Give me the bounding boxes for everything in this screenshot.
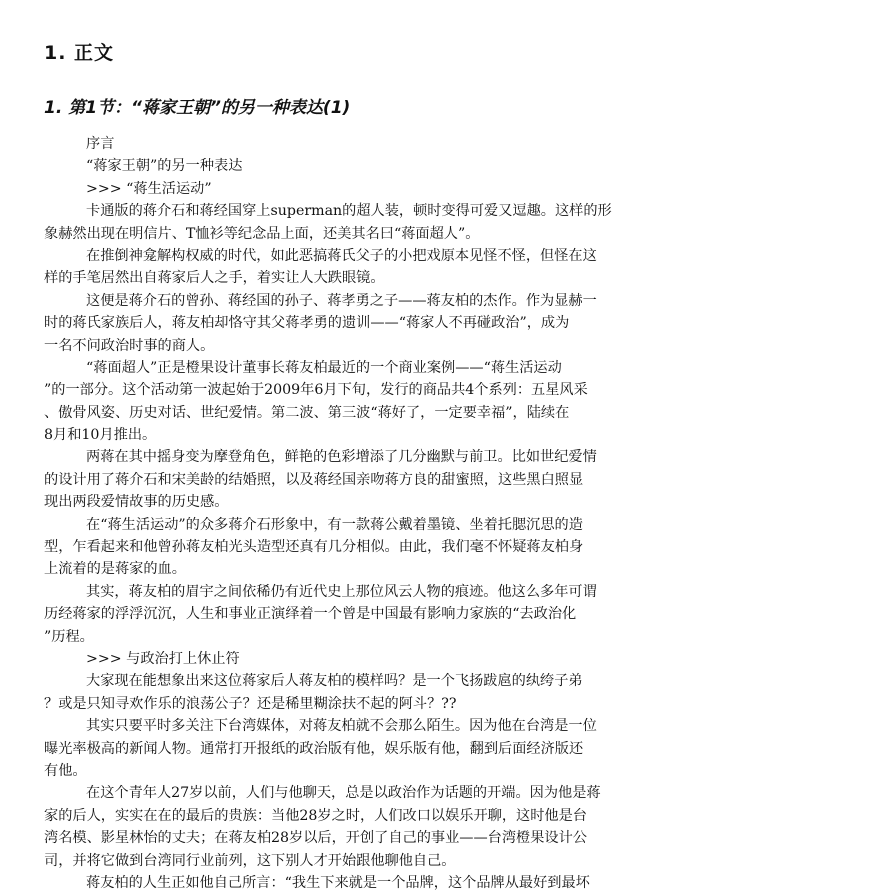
text-line: 8月和10月推出。 — [44, 427, 157, 444]
text-line: 时的蒋氏家族后人，蒋友柏却恪守其父蒋孝勇的遗训——“蒋家人不再碰政治”，成为 — [44, 315, 570, 332]
text-line: 在这个青年人27岁以前，人们与他聊天，总是以政治作为话题的开端。因为他是蒋 — [86, 785, 601, 802]
text-line: ？或是只知寻欢作乐的浪荡公子？还是稀里糊涂扶不起的阿斗？?? — [44, 695, 457, 712]
text-line: 一名不问政治时事的商人。 — [44, 337, 215, 354]
text-line: “蒋家王朝”的另一种表达 — [86, 158, 243, 175]
text-line: >>> 与政治打上休止符 — [86, 650, 240, 667]
text-line: 这便是蒋介石的曾孙、蒋经国的孙子、蒋孝勇之子——蒋友柏的杰作。作为显赫一 — [86, 292, 597, 309]
text-line: 司，并将它做到台湾同行业前列，这下别人才开始跟他聊他自己。 — [44, 852, 456, 869]
text-line: 历经蒋家的浮浮沉沉，人生和事业正演绎着一个曾是中国最有影响力家族的“去政治化 — [44, 606, 577, 623]
text-line: 、傲骨风姿、历史对话、世纪爱情。第二波、第三波“蒋好了，一定要幸福”，陆续在 — [44, 404, 570, 421]
text-line: 蒋友柏的人生正如他自己所言：“我生下来就是一个品牌，这个品牌从最好到最坏 — [86, 874, 590, 891]
text-line: 象赫然出现在明信片、T恤衫等纪念品上面，还美其名曰“蒋面超人”。 — [44, 225, 480, 242]
section-heading: 1. 第1节：“蒋家王朝”的另一种表达(1) — [44, 98, 351, 118]
text-line: 上流着的是蒋家的血。 — [44, 561, 186, 578]
text-line: >>> “蒋生活运动” — [86, 180, 212, 197]
text-line: 样的手笔居然出自蒋家后人之手，着实让人大跌眼镜。 — [44, 270, 385, 287]
text-line: ”的一部分。这个活动第一波起始于2009年6月下旬，发行的商品共4个系列：五星风采 — [44, 382, 588, 399]
text-line: 曝光率极高的新闻人物。通常打开报纸的政治版有他，娱乐版有他，翻到后面经济版还 — [44, 740, 584, 757]
text-line: 两蒋在其中摇身变为摩登角色，鲜艳的色彩增添了几分幽默与前卫。比如世纪爱情 — [86, 449, 597, 466]
text-line: 大家现在能想象出来这位蒋家后人蒋友柏的模样吗？是一个飞扬跋扈的纨绔子弟 — [86, 673, 583, 690]
text-line: 湾名模、影星林怡的丈夫；在蒋友柏28岁以后，开创了自己的事业——台湾橙果设计公 — [44, 830, 587, 847]
text-line: 在“蒋生活运动”的众多蒋介石形象中，有一款蒋公戴着墨镜、坐着托腮沉思的造 — [86, 516, 583, 533]
text-line: 其实只要平时多关注下台湾媒体，对蒋友柏就不会那么陌生。因为他在台湾是一位 — [86, 718, 597, 735]
text-line: 在推倒神龛解构权威的时代，如此恶搞蒋氏父子的小把戏原本见怪不怪，但怪在这 — [86, 247, 597, 264]
text-line: 序言 — [86, 136, 115, 152]
text-line: “蒋面超人”正是橙果设计董事长蒋友柏最近的一个商业案例——“蒋生活运动 — [86, 359, 562, 376]
text-line: 家的后人，实实在在的最后的贵族：当他28岁之时，人们改口以娱乐开聊，这时他是台 — [44, 807, 587, 824]
text-line: 有他。 — [44, 762, 87, 779]
body-text — [44, 133, 824, 894]
text-line: 的设计用了蒋介石和宋美龄的结婚照，以及蒋经国亲吻蒋方良的甜蜜照，这些黑白照显 — [44, 471, 584, 488]
text-line: 其实，蒋友柏的眉宇之间依稀仍有近代史上那位风云人物的痕迹。他这么多年可谓 — [86, 583, 597, 600]
text-line: 卡通版的蒋介石和蒋经国穿上superman的超人装，顿时变得可爱又逗趣。这样的形 — [86, 203, 612, 220]
text-line: 现出两段爱情故事的历史感。 — [44, 494, 229, 511]
chapter-heading: 1. 正文 — [44, 42, 115, 64]
text-line: 型，乍看起来和他曾孙蒋友柏光头造型还真有几分相似。由此，我们毫不怀疑蒋友柏身 — [44, 539, 584, 556]
text-line: ”历程。 — [44, 628, 94, 645]
